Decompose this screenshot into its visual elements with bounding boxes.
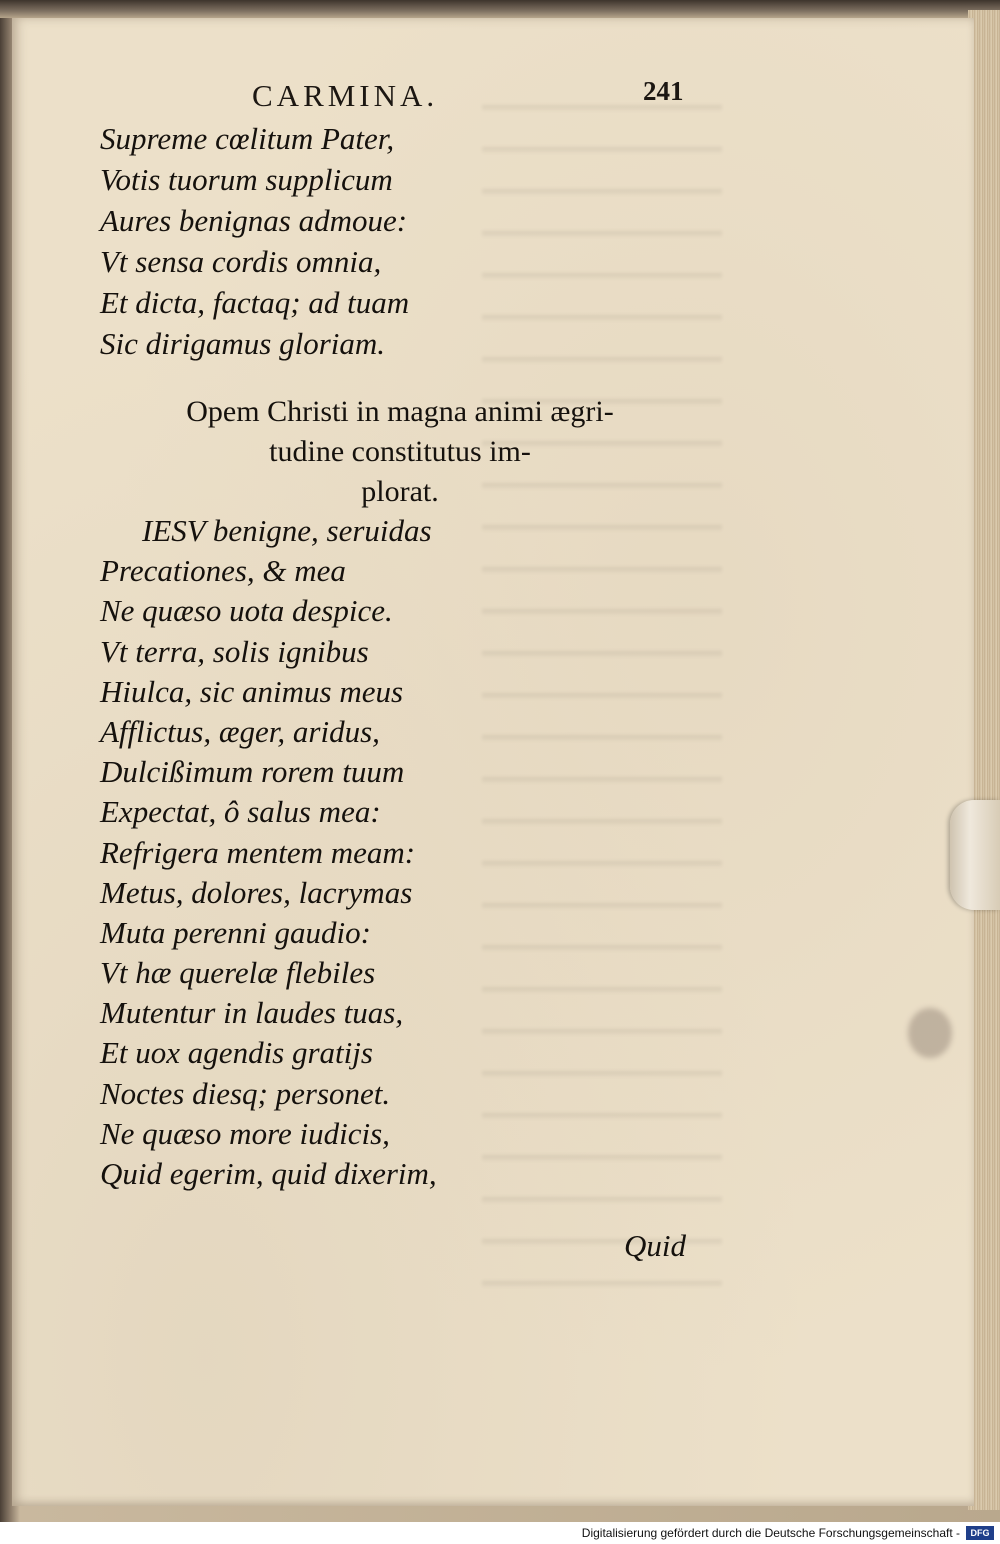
verse-line: Metus, dolores, lacrymas xyxy=(100,874,413,910)
verse-line: Ne quæso more iudicis, xyxy=(100,1115,390,1151)
heading-line: tudine constitutus im- xyxy=(269,435,531,468)
verse-line: Votis tuorum supplicum xyxy=(100,162,393,197)
catchword: Quid xyxy=(624,1228,686,1263)
verse-line: Hiulca, sic animus meus xyxy=(100,673,404,709)
verse-line: Expectat, ô salus mea: xyxy=(100,794,381,830)
heading-line: Opem Christi in magna animi ægri- xyxy=(186,395,614,428)
verse-line: Ne quæso uota despice. xyxy=(100,593,393,629)
show-through-text xyxy=(482,78,722,1318)
verse-line: IESV benigne, seruidas xyxy=(142,513,432,548)
verse-line: Vt sensa cordis omnia, xyxy=(100,244,382,279)
verse-line: Et uox agendis gratijs xyxy=(100,1035,373,1071)
verse-line: Aures benignas admoue: xyxy=(100,203,408,238)
footer-bar xyxy=(0,1522,1000,1544)
funding-credit: Digitalisierung gefördert durch die Deutsche Forschungsgemeinschaft - xyxy=(581,1526,960,1540)
paper-stain xyxy=(908,1008,952,1058)
verse-line: Vt terra, solis ignibus xyxy=(100,633,369,669)
verse-line: Muta perenni gaudio: xyxy=(100,914,371,950)
verse-line: Quid egerim, quid dixerim, xyxy=(100,1156,437,1191)
heading-line: plorat. xyxy=(361,475,439,508)
verse-line: Dulcißimum rorem tuum xyxy=(100,754,405,790)
verse-line: Noctes diesq; personet. xyxy=(100,1075,391,1111)
verse-line: Mutentur in laudes tuas, xyxy=(100,995,404,1031)
verse-line: Afflictus, æger, aridus, xyxy=(100,713,380,749)
verse-line: Vt hæ querelæ flebiles xyxy=(100,955,376,991)
page-number: 241 xyxy=(643,76,684,106)
running-head: CARMINA. xyxy=(252,78,439,113)
verse-line: Supreme cœlitum Pater, xyxy=(100,121,395,156)
page-clip xyxy=(950,800,1000,910)
top-shadow xyxy=(0,0,1000,18)
second-poem xyxy=(100,511,437,1194)
dfg-logo[interactable]: DFG xyxy=(966,1526,994,1540)
poem-heading xyxy=(100,392,700,512)
verse-line: Et dicta, factaq; ad tuam xyxy=(100,285,410,320)
verse-line: Refrigera mentem meam: xyxy=(100,834,416,870)
first-poem xyxy=(100,118,409,364)
verse-line: Precationes, & mea xyxy=(100,553,346,589)
verse-line: Sic dirigamus gloriam. xyxy=(100,326,386,361)
